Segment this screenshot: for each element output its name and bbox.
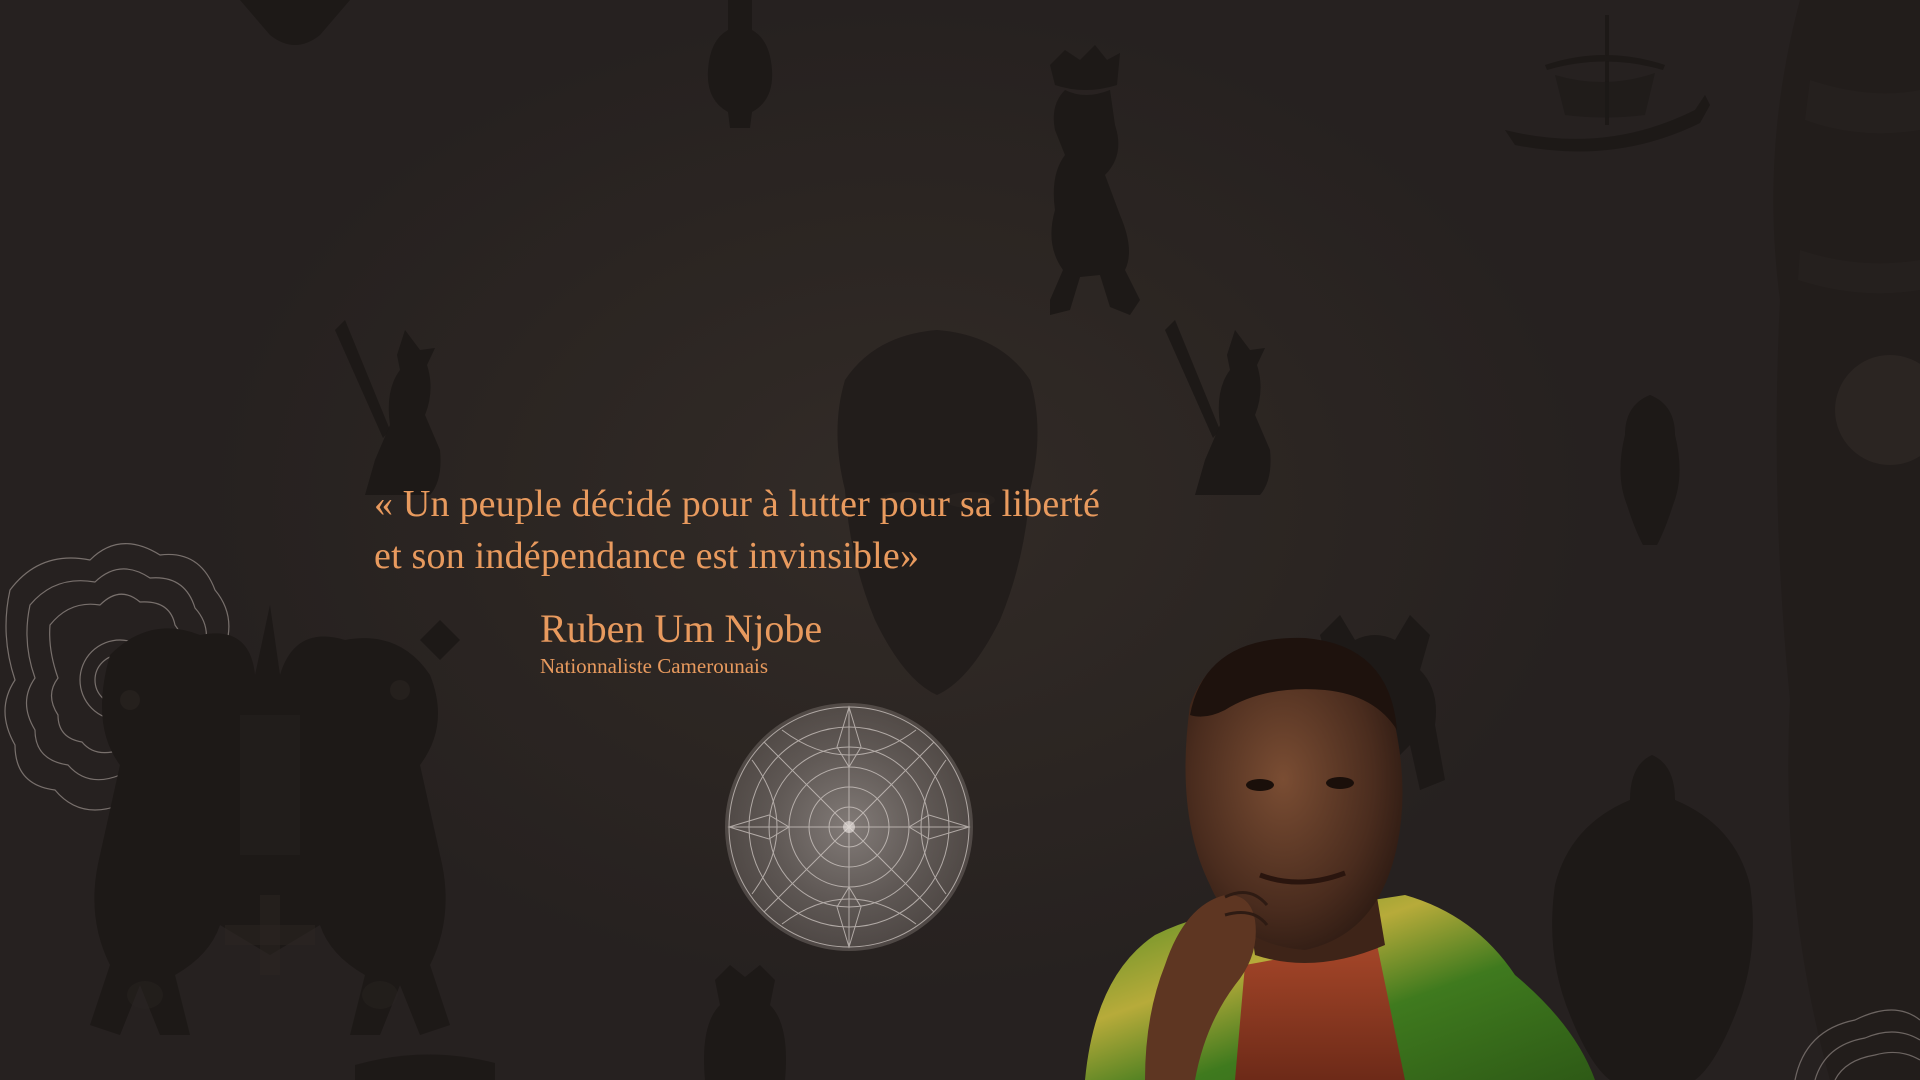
twin-lions-emblem-decoration <box>80 595 460 1050</box>
carrier-figure-decoration <box>1025 45 1145 320</box>
mandala-decoration <box>722 700 976 954</box>
tall-mask-right-decoration <box>1760 0 1920 1080</box>
shell-pattern-right-decoration <box>1785 1000 1920 1080</box>
ship-bottom-decoration <box>355 1035 495 1080</box>
ship-decoration <box>1505 15 1715 160</box>
diamond-decoration <box>420 620 460 660</box>
warrior-figure-right-decoration <box>1165 320 1280 495</box>
quote-line-1: « Un peuple décidé pour à lutter pour sa liberté <box>374 483 1101 525</box>
figurine-top-decoration <box>700 0 780 135</box>
warrior-figure-left-decoration <box>335 320 450 495</box>
quote-line-2: et son indépendance est invinsible» <box>374 535 920 577</box>
small-mask-right-decoration <box>1615 395 1685 555</box>
portrait-image <box>1075 635 1595 1080</box>
author-role: Nationnaliste Camerounais <box>540 654 769 678</box>
mask-top-left-decoration <box>240 0 350 50</box>
quote-text <box>374 478 1234 582</box>
author-name: Ruben Um Njobe <box>540 606 823 651</box>
figurine-bottom-decoration <box>700 965 790 1080</box>
